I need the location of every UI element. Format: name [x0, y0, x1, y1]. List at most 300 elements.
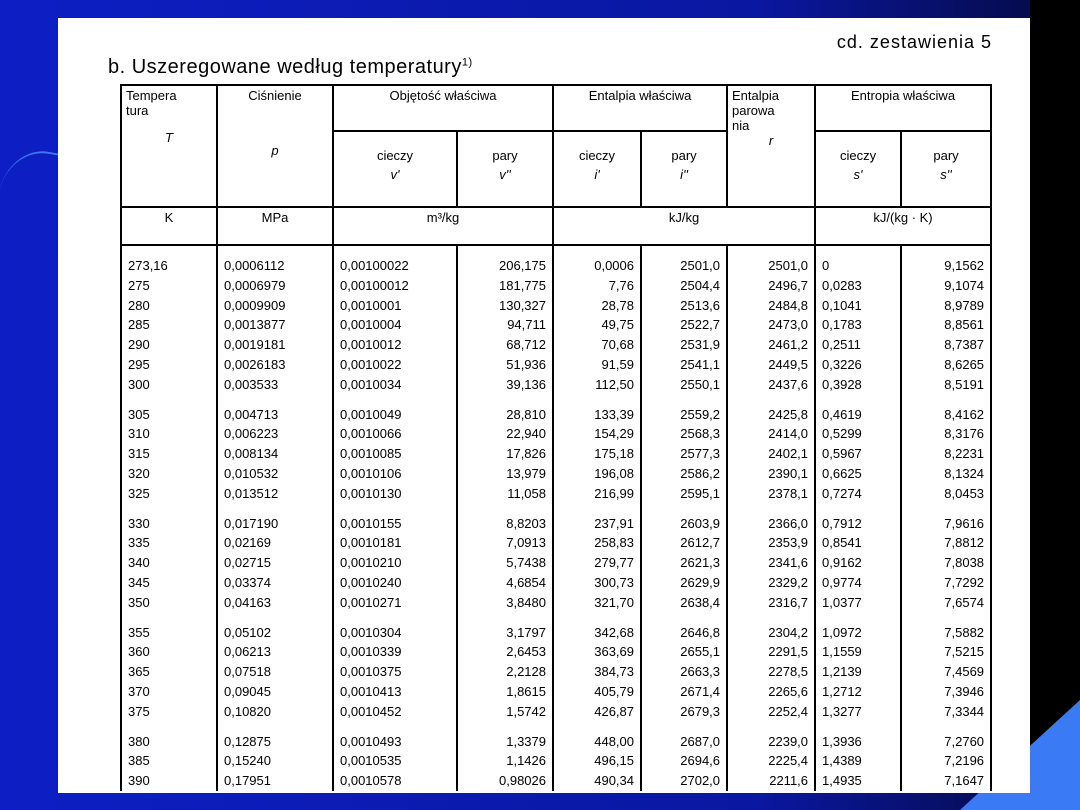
cell-entropy-vapor: 7,2760 [901, 732, 991, 752]
cell-enthalpy-liquid: 363,69 [553, 642, 641, 662]
cell-pressure: 0,06213 [217, 642, 333, 662]
cell-enthalpy-vapor: 2687,0 [641, 732, 727, 752]
table-row [121, 682, 991, 702]
cell-entropy-vapor: 8,1324 [901, 464, 991, 484]
cell-pressure: 0,0019181 [217, 335, 333, 355]
cell-enthalpy-liquid: 0,0006 [553, 256, 641, 276]
table-row [121, 424, 991, 444]
cell-heat: 2496,7 [727, 276, 815, 296]
cell-pressure: 0,15240 [217, 751, 333, 771]
cell-pressure: 0,003533 [217, 375, 333, 395]
cell-enthalpy-vapor: 2501,0 [641, 256, 727, 276]
cell-volume-liquid: 0,0010155 [333, 514, 457, 534]
cell-entropy-vapor: 8,7387 [901, 335, 991, 355]
cell-heat: 2265,6 [727, 682, 815, 702]
cell-volume-vapor: 11,058 [457, 484, 553, 504]
spacer-cell [121, 245, 217, 256]
header-entropy-vapor-label: pary [933, 148, 959, 163]
cell-enthalpy-vapor: 2663,3 [641, 662, 727, 682]
spacer-cell [641, 722, 727, 732]
header-volume-vapor [457, 131, 553, 207]
cell-entropy-liquid: 0,6625 [815, 464, 901, 484]
header-volume-liquid-label: cieczy [376, 148, 414, 163]
spacer-cell [727, 613, 815, 623]
background-dark-edge [1030, 0, 1080, 810]
header-enthalpy-vapor-symbol: i'' [680, 167, 688, 182]
cell-volume-vapor: 1,1426 [457, 751, 553, 771]
cell-entropy-vapor: 8,5191 [901, 375, 991, 395]
cell-enthalpy-liquid: 342,68 [553, 623, 641, 643]
cell-enthalpy-liquid: 279,77 [553, 553, 641, 573]
cell-enthalpy-liquid: 496,15 [553, 751, 641, 771]
cell-heat: 2304,2 [727, 623, 815, 643]
table-row [121, 751, 991, 771]
table-row [121, 771, 991, 791]
cell-entropy-liquid: 0,5299 [815, 424, 901, 444]
cell-enthalpy-liquid: 70,68 [553, 335, 641, 355]
cell-entropy-liquid: 1,3936 [815, 732, 901, 752]
spacer-cell [553, 395, 641, 405]
cell-entropy-vapor: 7,3344 [901, 702, 991, 722]
cell-temperature: 325 [121, 484, 217, 504]
cell-pressure: 0,07518 [217, 662, 333, 682]
cell-volume-vapor: 1,8615 [457, 682, 553, 702]
table-row [121, 593, 991, 613]
spacer-cell [457, 722, 553, 732]
table-row [121, 315, 991, 335]
spacer-cell [333, 245, 457, 256]
cell-enthalpy-liquid: 490,34 [553, 771, 641, 791]
cell-pressure: 0,0009909 [217, 296, 333, 316]
cell-volume-liquid: 0,0010452 [333, 702, 457, 722]
cell-pressure: 0,04163 [217, 593, 333, 613]
cell-temperature: 290 [121, 335, 217, 355]
spacer-cell [641, 504, 727, 514]
cell-entropy-liquid: 1,4935 [815, 771, 901, 791]
cell-temperature: 380 [121, 732, 217, 752]
header-entropy: Entropia właściwa [815, 85, 991, 131]
cell-entropy-liquid: 0,7274 [815, 484, 901, 504]
section-heading [108, 56, 473, 79]
cell-volume-vapor: 4,6854 [457, 573, 553, 593]
cell-volume-vapor: 22,940 [457, 424, 553, 444]
cell-enthalpy-liquid: 300,73 [553, 573, 641, 593]
header-heat-label: Entalpia parowa nia [732, 88, 779, 133]
cell-volume-liquid: 0,0010375 [333, 662, 457, 682]
cell-volume-vapor: 1,3379 [457, 732, 553, 752]
cell-entropy-liquid: 1,4389 [815, 751, 901, 771]
cell-entropy-liquid: 1,1559 [815, 642, 901, 662]
cell-heat: 2437,6 [727, 375, 815, 395]
cell-pressure: 0,006223 [217, 424, 333, 444]
cell-temperature: 340 [121, 553, 217, 573]
cell-entropy-vapor: 8,3176 [901, 424, 991, 444]
cell-temperature: 280 [121, 296, 217, 316]
cell-enthalpy-liquid: 133,39 [553, 405, 641, 425]
cell-entropy-vapor: 7,1647 [901, 771, 991, 791]
cell-pressure: 0,0026183 [217, 355, 333, 375]
cell-volume-liquid: 0,0010066 [333, 424, 457, 444]
spacer-cell [553, 245, 641, 256]
cell-enthalpy-vapor: 2612,7 [641, 533, 727, 553]
cell-enthalpy-liquid: 28,78 [553, 296, 641, 316]
cell-enthalpy-liquid: 7,76 [553, 276, 641, 296]
spacer-cell [121, 722, 217, 732]
cell-entropy-vapor: 8,6265 [901, 355, 991, 375]
spacer-cell [121, 395, 217, 405]
table-row [121, 732, 991, 752]
cell-enthalpy-vapor: 2621,3 [641, 553, 727, 573]
cell-entropy-vapor: 8,2231 [901, 444, 991, 464]
table-row [121, 375, 991, 395]
spacer-cell [815, 722, 901, 732]
cell-enthalpy-vapor: 2586,2 [641, 464, 727, 484]
unit-pressure: MPa [217, 207, 333, 245]
group-spacer [121, 613, 991, 623]
cell-temperature: 273,16 [121, 256, 217, 276]
cell-volume-vapor: 130,327 [457, 296, 553, 316]
spacer-cell [217, 613, 333, 623]
cell-enthalpy-liquid: 154,29 [553, 424, 641, 444]
cell-enthalpy-liquid: 321,70 [553, 593, 641, 613]
header-pressure-label: Ciśnienie [248, 88, 302, 103]
cell-entropy-vapor: 8,4162 [901, 405, 991, 425]
cell-volume-vapor: 8,8203 [457, 514, 553, 534]
table-row [121, 662, 991, 682]
cell-enthalpy-vapor: 2694,6 [641, 751, 727, 771]
header-entropy-vapor [901, 131, 991, 207]
cell-volume-liquid: 0,0010022 [333, 355, 457, 375]
cell-heat: 2378,1 [727, 484, 815, 504]
cell-entropy-liquid: 0,9774 [815, 573, 901, 593]
table-row [121, 296, 991, 316]
cell-entropy-liquid: 0,4619 [815, 405, 901, 425]
spacer-cell [333, 722, 457, 732]
cell-enthalpy-vapor: 2702,0 [641, 771, 727, 791]
cell-entropy-vapor: 7,9616 [901, 514, 991, 534]
steam-table [120, 84, 992, 791]
cell-volume-vapor: 28,810 [457, 405, 553, 425]
cell-entropy-liquid: 0,0283 [815, 276, 901, 296]
cell-temperature: 310 [121, 424, 217, 444]
cell-enthalpy-vapor: 2646,8 [641, 623, 727, 643]
spacer-cell [901, 613, 991, 623]
cell-volume-vapor: 51,936 [457, 355, 553, 375]
cell-temperature: 305 [121, 405, 217, 425]
cell-volume-vapor: 5,7438 [457, 553, 553, 573]
cell-pressure: 0,008134 [217, 444, 333, 464]
spacer-cell [641, 245, 727, 256]
cell-temperature: 365 [121, 662, 217, 682]
cell-entropy-vapor: 7,8038 [901, 553, 991, 573]
cell-heat: 2390,1 [727, 464, 815, 484]
cell-volume-vapor: 94,711 [457, 315, 553, 335]
cell-enthalpy-vapor: 2629,9 [641, 573, 727, 593]
cell-pressure: 0,02715 [217, 553, 333, 573]
cell-enthalpy-liquid: 49,75 [553, 315, 641, 335]
spacer-cell [217, 245, 333, 256]
cell-pressure: 0,0006979 [217, 276, 333, 296]
cell-temperature: 345 [121, 573, 217, 593]
cell-enthalpy-liquid: 384,73 [553, 662, 641, 682]
table-row [121, 702, 991, 722]
page-caption: cd. zestawienia 5 [836, 32, 992, 52]
table-row [121, 355, 991, 375]
cell-temperature: 370 [121, 682, 217, 702]
spacer-cell [553, 722, 641, 732]
cell-enthalpy-vapor: 2568,3 [641, 424, 727, 444]
cell-pressure: 0,02169 [217, 533, 333, 553]
group-spacer [121, 395, 991, 405]
header-enthalpy-liquid-label: cieczy [578, 148, 616, 163]
header-enthalpy-liquid-symbol: i' [594, 167, 600, 182]
cell-enthalpy-vapor: 2655,1 [641, 642, 727, 662]
cell-volume-liquid: 0,0010271 [333, 593, 457, 613]
cell-entropy-liquid: 0,3226 [815, 355, 901, 375]
cell-entropy-vapor: 7,7292 [901, 573, 991, 593]
table-row [121, 642, 991, 662]
spacer-cell [217, 395, 333, 405]
spacer-cell [815, 613, 901, 623]
cell-pressure: 0,017190 [217, 514, 333, 534]
cell-heat: 2402,1 [727, 444, 815, 464]
unit-enthalpy: kJ/kg [553, 207, 815, 245]
cell-entropy-liquid: 0,5967 [815, 444, 901, 464]
cell-entropy-vapor: 7,5215 [901, 642, 991, 662]
cell-volume-liquid: 0,0010210 [333, 553, 457, 573]
cell-volume-liquid: 0,00100012 [333, 276, 457, 296]
spacer-cell [217, 722, 333, 732]
cell-entropy-liquid: 0 [815, 256, 901, 276]
cell-entropy-vapor: 9,1074 [901, 276, 991, 296]
header-enthalpy-vapor-label: pary [671, 148, 697, 163]
cell-temperature: 285 [121, 315, 217, 335]
document-page [58, 18, 1030, 793]
cell-enthalpy-vapor: 2679,3 [641, 702, 727, 722]
header-pressure [217, 85, 333, 207]
cell-heat: 2225,4 [727, 751, 815, 771]
table-row [121, 514, 991, 534]
table-row [121, 533, 991, 553]
cell-enthalpy-liquid: 237,91 [553, 514, 641, 534]
spacer-cell [727, 504, 815, 514]
cell-temperature: 315 [121, 444, 217, 464]
cell-heat: 2366,0 [727, 514, 815, 534]
cell-temperature: 390 [121, 771, 217, 791]
spacer-cell [727, 722, 815, 732]
cell-volume-liquid: 0,0010240 [333, 573, 457, 593]
spacer-cell [457, 245, 553, 256]
header-volume-liquid-symbol: v' [390, 167, 400, 182]
cell-heat: 2484,8 [727, 296, 815, 316]
cell-temperature: 295 [121, 355, 217, 375]
cell-temperature: 330 [121, 514, 217, 534]
cell-volume-vapor: 1,5742 [457, 702, 553, 722]
cell-volume-liquid: 0,0010304 [333, 623, 457, 643]
cell-heat: 2329,2 [727, 573, 815, 593]
cell-entropy-vapor: 8,0453 [901, 484, 991, 504]
cell-enthalpy-vapor: 2577,3 [641, 444, 727, 464]
cell-enthalpy-vapor: 2595,1 [641, 484, 727, 504]
cell-volume-vapor: 39,136 [457, 375, 553, 395]
cell-entropy-vapor: 8,8561 [901, 315, 991, 335]
header-entropy-liquid-label: cieczy [839, 148, 877, 163]
cell-entropy-liquid: 0,9162 [815, 553, 901, 573]
spacer-cell [727, 395, 815, 405]
cell-heat: 2501,0 [727, 256, 815, 276]
spacer-cell [457, 395, 553, 405]
unit-temperature: K [121, 207, 217, 245]
cell-volume-vapor: 0,98026 [457, 771, 553, 791]
cell-enthalpy-liquid: 216,99 [553, 484, 641, 504]
cell-temperature: 350 [121, 593, 217, 613]
cell-volume-liquid: 0,0010130 [333, 484, 457, 504]
unit-entropy: kJ/(kg · K) [815, 207, 991, 245]
cell-volume-vapor: 13,979 [457, 464, 553, 484]
cell-pressure: 0,03374 [217, 573, 333, 593]
cell-volume-liquid: 0,0010106 [333, 464, 457, 484]
header-entropy-liquid [815, 131, 901, 207]
spacer-cell [333, 504, 457, 514]
cell-entropy-vapor: 8,9789 [901, 296, 991, 316]
cell-enthalpy-liquid: 112,50 [553, 375, 641, 395]
table-row [121, 256, 991, 276]
cell-heat: 2473,0 [727, 315, 815, 335]
table-row [121, 276, 991, 296]
cell-entropy-vapor: 7,6574 [901, 593, 991, 613]
table-row [121, 623, 991, 643]
cell-entropy-liquid: 1,0377 [815, 593, 901, 613]
table-body [121, 245, 991, 791]
cell-volume-liquid: 0,0010012 [333, 335, 457, 355]
spacer-cell [901, 395, 991, 405]
spacer-cell [333, 613, 457, 623]
cell-entropy-vapor: 7,5882 [901, 623, 991, 643]
table-row [121, 464, 991, 484]
cell-entropy-vapor: 9,1562 [901, 256, 991, 276]
cell-volume-vapor: 17,826 [457, 444, 553, 464]
section-heading-text: b. Uszeregowane według temperatury [108, 56, 462, 78]
spacer-cell [457, 613, 553, 623]
spacer-cell [901, 504, 991, 514]
cell-volume-liquid: 0,00100022 [333, 256, 457, 276]
cell-volume-liquid: 0,0010578 [333, 771, 457, 791]
header-enthalpy-liquid [553, 131, 641, 207]
header-heat [727, 85, 815, 207]
cell-volume-vapor: 3,1797 [457, 623, 553, 643]
cell-enthalpy-liquid: 91,59 [553, 355, 641, 375]
header-entropy-liquid-symbol: s' [853, 167, 863, 182]
cell-volume-liquid: 0,0010339 [333, 642, 457, 662]
cell-enthalpy-liquid: 426,87 [553, 702, 641, 722]
spacer-cell [901, 245, 991, 256]
cell-enthalpy-vapor: 2550,1 [641, 375, 727, 395]
cell-pressure: 0,17951 [217, 771, 333, 791]
header-temperature [121, 85, 217, 207]
header-volume-vapor-label: pary [492, 148, 518, 163]
cell-pressure: 0,0013877 [217, 315, 333, 335]
cell-entropy-vapor: 7,4569 [901, 662, 991, 682]
cell-pressure: 0,12875 [217, 732, 333, 752]
cell-temperature: 300 [121, 375, 217, 395]
cell-heat: 2278,5 [727, 662, 815, 682]
cell-temperature: 275 [121, 276, 217, 296]
cell-volume-liquid: 0,0010001 [333, 296, 457, 316]
spacer-cell [217, 504, 333, 514]
cell-enthalpy-liquid: 405,79 [553, 682, 641, 702]
cell-volume-vapor: 2,6453 [457, 642, 553, 662]
cell-enthalpy-vapor: 2559,2 [641, 405, 727, 425]
table-row [121, 553, 991, 573]
table-row [121, 573, 991, 593]
header-enthalpy-vapor [641, 131, 727, 207]
cell-heat: 2211,6 [727, 771, 815, 791]
header-heat-symbol: r [768, 133, 774, 148]
group-spacer [121, 722, 991, 732]
cell-pressure: 0,013512 [217, 484, 333, 504]
table-row [121, 444, 991, 464]
cell-pressure: 0,004713 [217, 405, 333, 425]
cell-entropy-liquid: 0,1783 [815, 315, 901, 335]
cell-volume-liquid: 0,0010034 [333, 375, 457, 395]
cell-heat: 2252,4 [727, 702, 815, 722]
cell-enthalpy-vapor: 2541,1 [641, 355, 727, 375]
cell-pressure: 0,0006112 [217, 256, 333, 276]
cell-temperature: 375 [121, 702, 217, 722]
table-row [121, 335, 991, 355]
spacer-cell [815, 245, 901, 256]
cell-heat: 2316,7 [727, 593, 815, 613]
cell-enthalpy-liquid: 258,83 [553, 533, 641, 553]
unit-volume: m³/kg [333, 207, 553, 245]
group-spacer [121, 504, 991, 514]
cell-volume-vapor: 2,2128 [457, 662, 553, 682]
table-row [121, 405, 991, 425]
cell-heat: 2414,0 [727, 424, 815, 444]
spacer-cell [121, 504, 217, 514]
spacer-cell [457, 504, 553, 514]
cell-heat: 2239,0 [727, 732, 815, 752]
cell-pressure: 0,10820 [217, 702, 333, 722]
cell-enthalpy-liquid: 196,08 [553, 464, 641, 484]
cell-entropy-liquid: 0,8541 [815, 533, 901, 553]
header-temperature-label: Tempera tura [126, 88, 177, 118]
header-pressure-symbol: p [271, 143, 279, 158]
spacer-cell [815, 395, 901, 405]
cell-volume-liquid: 0,0010085 [333, 444, 457, 464]
header-volume-liquid [333, 131, 457, 207]
cell-volume-vapor: 206,175 [457, 256, 553, 276]
spacer-cell [901, 722, 991, 732]
cell-pressure: 0,05102 [217, 623, 333, 643]
cell-volume-liquid: 0,0010493 [333, 732, 457, 752]
spacer-cell [333, 395, 457, 405]
cell-volume-vapor: 181,775 [457, 276, 553, 296]
cell-enthalpy-vapor: 2638,4 [641, 593, 727, 613]
cell-enthalpy-vapor: 2504,4 [641, 276, 727, 296]
cell-entropy-liquid: 0,2511 [815, 335, 901, 355]
cell-enthalpy-vapor: 2531,9 [641, 335, 727, 355]
header-entropy-vapor-symbol: s'' [940, 167, 952, 182]
cell-entropy-liquid: 1,2712 [815, 682, 901, 702]
cell-volume-liquid: 0,0010181 [333, 533, 457, 553]
cell-entropy-liquid: 0,3928 [815, 375, 901, 395]
cell-entropy-vapor: 7,3946 [901, 682, 991, 702]
cell-volume-liquid: 0,0010049 [333, 405, 457, 425]
cell-volume-vapor: 7,0913 [457, 533, 553, 553]
header-volume-vapor-symbol: v'' [499, 167, 511, 182]
cell-enthalpy-vapor: 2671,4 [641, 682, 727, 702]
